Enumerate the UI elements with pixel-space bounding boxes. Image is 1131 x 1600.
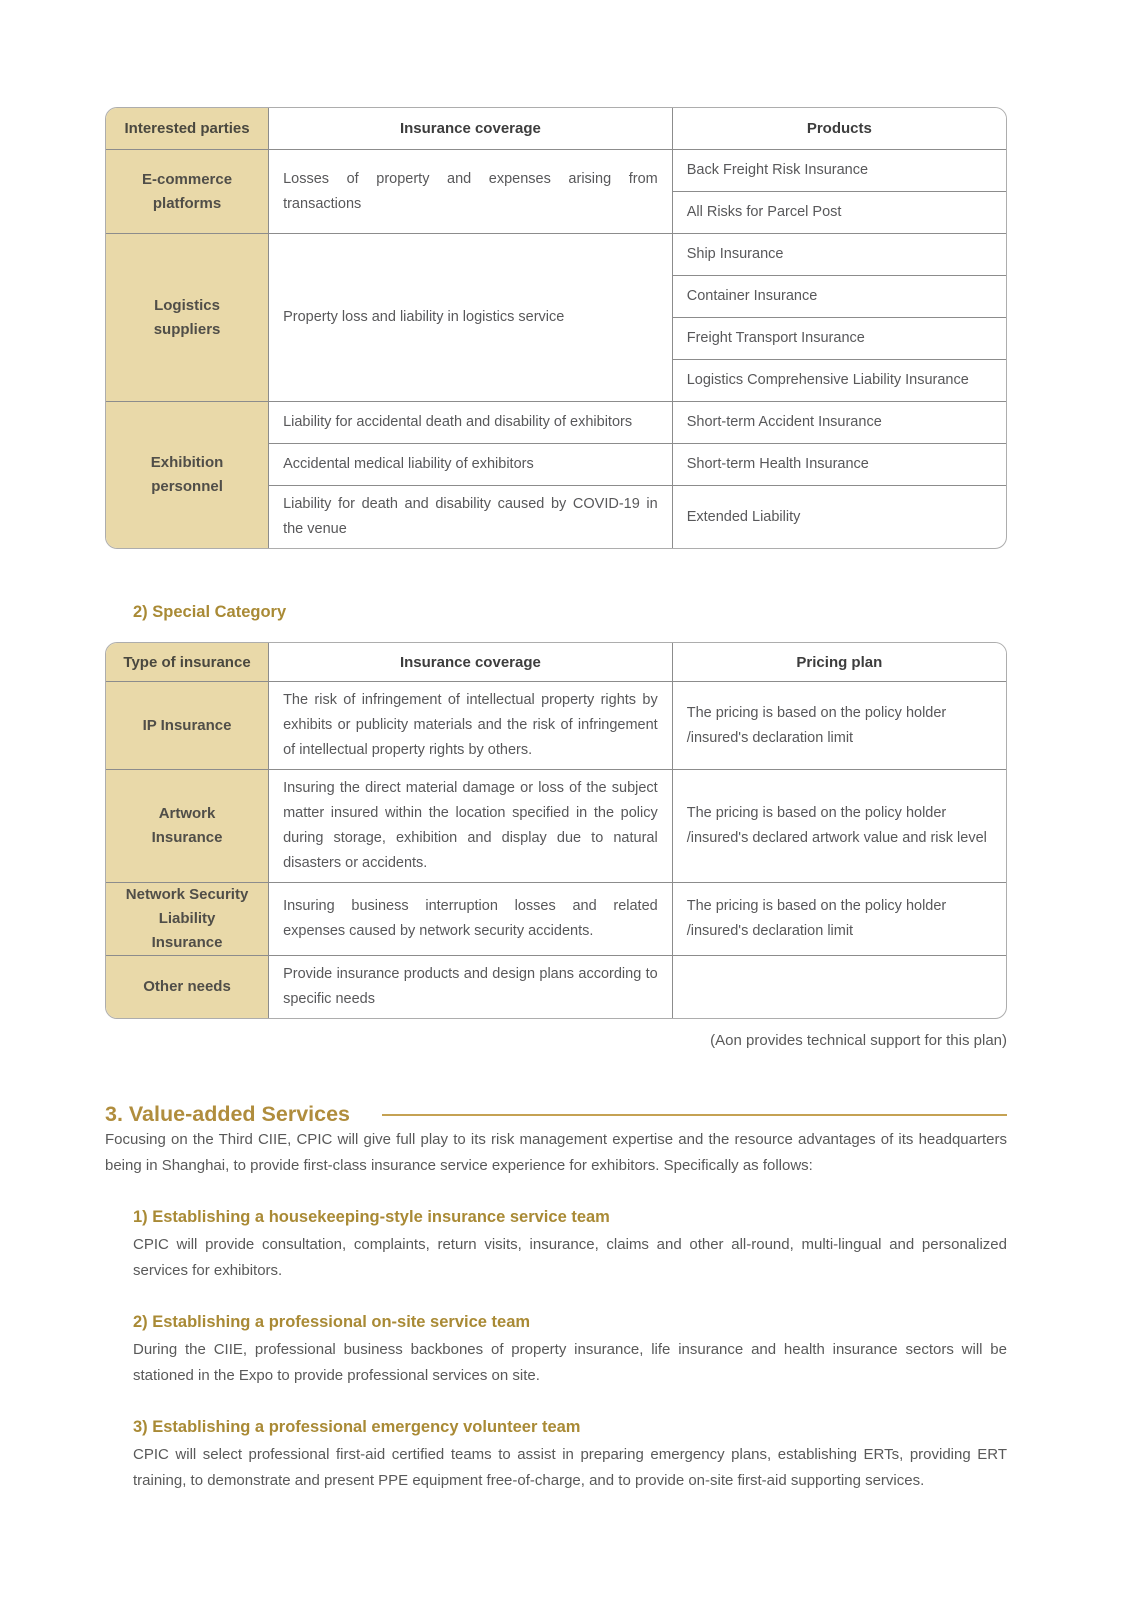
product-cell: Freight Transport Insurance: [672, 318, 1006, 360]
table-row: [106, 234, 1007, 276]
table-row: [106, 770, 1007, 883]
table-row: [106, 883, 1007, 956]
table-row: [106, 682, 1007, 770]
pricing-cell: The pricing is based on the policy holder /insured's declaration limit: [672, 682, 1006, 770]
table-row: [106, 402, 1007, 444]
subsection-heading: 2) Establishing a professional on-site service team: [133, 1313, 531, 1331]
subsection-heading: 3) Establishing a professional emergency volunteer team: [133, 1418, 581, 1436]
subsection-paragraph: CPIC will select professional first-aid certified teams to assist in preparing emergency plans, establishing ERTs, providing ERT training, to demonstrate and present PPE equipment free-of-charge, and to provide on-site first-aid supporting services.: [133, 1446, 1007, 1489]
party-cell: Logistics suppliers: [106, 234, 269, 402]
coverage-cell: Insuring the direct material damage or loss of the subject matter insured within the location specified in the policy during storage, exhibition and display due to natural disasters or accidents.: [269, 770, 673, 883]
column-header: Insurance coverage: [269, 108, 673, 150]
subsection-1: [133, 1208, 1007, 1283]
type-cell: Artwork Insurance: [106, 770, 269, 883]
type-cell: IP Insurance: [106, 682, 269, 770]
type-cell: Network Security Liability Insurance: [106, 883, 269, 956]
table-header-row: [106, 643, 1007, 682]
table-header-row: [106, 108, 1007, 150]
interested-parties-table: [105, 107, 1007, 549]
product-cell: Extended Liability: [672, 486, 1006, 549]
coverage-cell: Losses of property and expenses arising from transactions: [269, 150, 673, 234]
special-category-table: [105, 642, 1007, 1019]
coverage-cell: Liability for death and disability caused by COVID-19 in the venue: [269, 486, 673, 549]
table-row: [106, 150, 1007, 192]
product-cell: All Risks for Parcel Post: [672, 192, 1006, 234]
coverage-cell: The risk of infringement of intellectual property rights by exhibits or publicity materials and the risk of infringement of intellectual property rights by others.: [269, 682, 673, 770]
coverage-cell: Provide insurance products and design plans according to specific needs: [269, 956, 673, 1019]
column-header: Insurance coverage: [269, 643, 673, 682]
product-cell: Logistics Comprehensive Liability Insurance: [672, 360, 1006, 402]
product-cell: Short-term Accident Insurance: [672, 402, 1006, 444]
party-cell: Exhibition personnel: [106, 402, 269, 549]
subsection-paragraph: CPIC will provide consultation, complaints, return visits, insurance, claims and other all-round, multi-lingual and personalized services for exhibitors.: [133, 1236, 1007, 1279]
section-divider-line: [382, 1114, 1007, 1116]
type-cell: Other needs: [106, 956, 269, 1019]
aon-support-note: (Aon provides technical support for this plan): [710, 1032, 1007, 1049]
column-header: Type of insurance: [106, 643, 269, 682]
section-title: 3. Value-added Services: [105, 1102, 350, 1126]
column-header: Products: [672, 108, 1006, 150]
subsection-paragraph: During the CIIE, professional business backbones of property insurance, life insurance and health insurance sectors will be stationed in the Expo to provide professional services on site.: [133, 1341, 1007, 1384]
special-category-heading: 2) Special Category: [133, 603, 287, 621]
coverage-cell: Insuring business interruption losses and related expenses caused by network security accidents.: [269, 883, 673, 956]
party-cell: E-commerce platforms: [106, 150, 269, 234]
product-cell: Back Freight Risk Insurance: [672, 150, 1006, 192]
coverage-cell: Accidental medical liability of exhibitors: [269, 444, 673, 486]
column-header: Pricing plan: [672, 643, 1006, 682]
section-intro-paragraph: Focusing on the Third CIIE, CPIC will give full play to its risk management expertise and the resource advantages of its headquarters being in Shanghai, to provide first-class insurance service experience for exhibitors. Specifically as follows:: [105, 1131, 1007, 1174]
subsection-2: [133, 1313, 1007, 1388]
subsection-3: [133, 1418, 1007, 1493]
pricing-cell: [672, 956, 1006, 1019]
table-row: [106, 956, 1007, 1019]
product-cell: Short-term Health Insurance: [672, 444, 1006, 486]
product-cell: Container Insurance: [672, 276, 1006, 318]
subsection-heading: 1) Establishing a housekeeping-style insurance service team: [133, 1208, 610, 1226]
product-cell: Ship Insurance: [672, 234, 1006, 276]
pricing-cell: The pricing is based on the policy holder /insured's declared artwork value and risk level: [672, 770, 1006, 883]
column-header: Interested parties: [106, 108, 269, 150]
coverage-cell: Property loss and liability in logistics service: [269, 234, 673, 402]
section-title-row: [105, 1102, 1007, 1127]
coverage-cell: Liability for accidental death and disability of exhibitors: [269, 402, 673, 444]
pricing-cell: The pricing is based on the policy holder /insured's declaration limit: [672, 883, 1006, 956]
